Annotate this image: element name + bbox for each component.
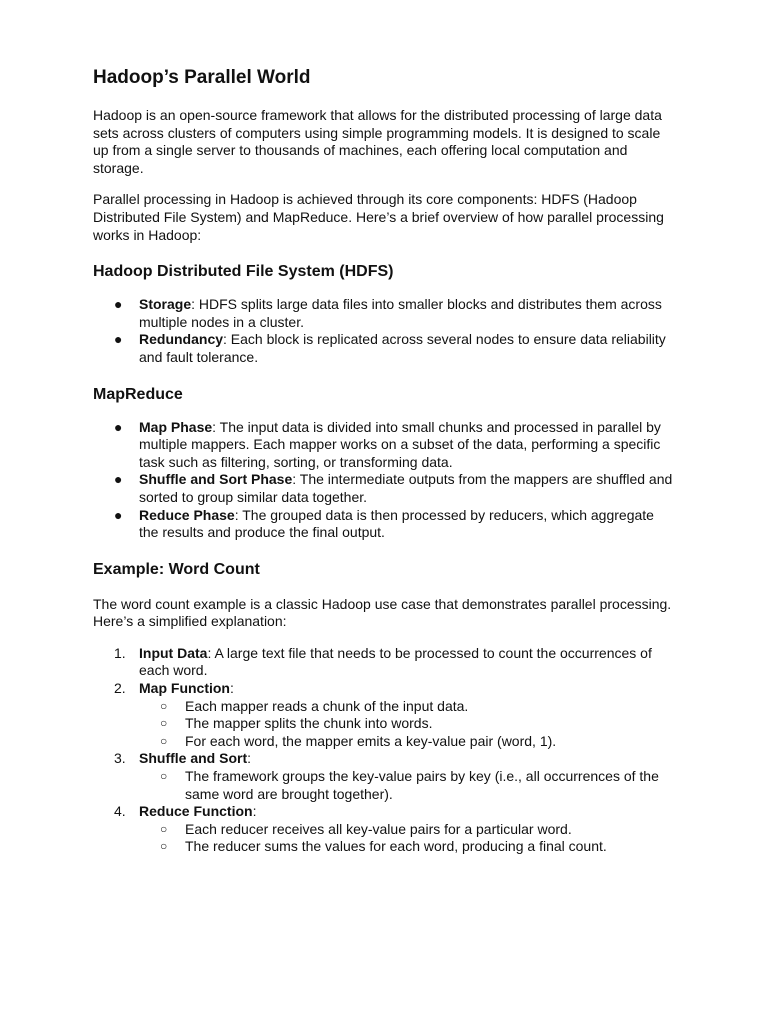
list-item <box>93 296 676 331</box>
list-item <box>93 471 676 506</box>
step-item <box>93 680 676 750</box>
step-text: : A large text file that needs to be processed to count the occurrences of each word. <box>139 644 652 679</box>
sub-list-text: The framework groups the key-value pairs by key (i.e., all occurrences of the same word are brought together). <box>185 768 659 802</box>
list-item-term: Reduce Phase <box>139 506 235 523</box>
hdfs-list <box>93 296 676 366</box>
sub-list <box>139 768 676 803</box>
sub-list-item <box>139 733 676 751</box>
step-item <box>93 750 676 803</box>
step-number: 1. <box>114 644 126 661</box>
step-number: 4. <box>114 803 126 820</box>
sub-list-item <box>139 768 676 803</box>
step-text: : <box>230 680 234 697</box>
example-heading: Example: Word Count <box>93 560 260 578</box>
step-text: : <box>247 750 252 767</box>
list-item-term: Storage <box>139 296 192 313</box>
sub-list-item <box>139 698 676 716</box>
step-term: Reduce Function <box>139 803 253 820</box>
list-item-term: Shuffle and Sort Phase <box>139 471 293 488</box>
list-item-text: : The intermediate outputs from the mappers are shuffled and sorted to group similar data together. <box>139 471 673 505</box>
list-item-term: Redundancy <box>139 331 224 348</box>
list-item <box>93 331 676 366</box>
bullet-icon: ● <box>114 471 123 488</box>
circle-bullet-icon: ○ <box>160 769 168 784</box>
intro-paragraph-2: Parallel processing in Hadoop is achieved through its core components: HDFS (Hadoop Distributed File System) and MapReduce. Here’s a brief overview of how parallel processing works in Hadoop: <box>93 191 664 243</box>
list-item-text: : Each block is replicated across several nodes to ensure data reliability and fault tolerance. <box>139 331 666 365</box>
circle-bullet-icon: ○ <box>160 716 168 731</box>
step-number: 2. <box>114 680 126 697</box>
sub-list-item <box>139 821 676 839</box>
sub-list-text: The mapper splits the chunk into words. <box>185 715 433 732</box>
sub-list-item <box>139 838 676 856</box>
bullet-icon: ● <box>114 418 123 435</box>
list-item-term: Map Phase <box>139 418 213 435</box>
list-item-text: : The input data is divided into small chunks and processed in parallel by multiple mappers. Each mapper works on a subset of the data, performing a specific task such as filtering, sorting, or transforming data. <box>139 418 661 470</box>
list-item-text: : HDFS splits large data files into smaller blocks and distributes them across multiple nodes in a cluster. <box>139 296 662 330</box>
circle-bullet-icon: ○ <box>160 698 168 713</box>
intro-paragraph-1: Hadoop is an open-source framework that allows for the distributed processing of large data sets across clusters of computers using simple programming models. It is designed to scale up from a single server to thousands of machines, each offering local computation and storage. <box>93 107 662 176</box>
example-steps <box>93 645 676 856</box>
page-title: Hadoop’s Parallel World <box>93 67 311 88</box>
sub-list <box>139 821 676 856</box>
step-term: Input Data <box>139 644 208 661</box>
mapreduce-list <box>93 419 676 542</box>
sub-list <box>139 698 676 751</box>
sub-list-item <box>139 715 676 733</box>
hdfs-heading: Hadoop Distributed File System (HDFS) <box>93 263 394 281</box>
step-text: : <box>252 803 257 820</box>
list-item <box>93 419 676 472</box>
step-item <box>93 645 676 680</box>
step-term: Map Function <box>139 680 230 697</box>
bullet-icon: ● <box>114 296 123 313</box>
sub-list-text: The reducer sums the values for each word, producing a final count. <box>185 838 607 855</box>
step-number: 3. <box>114 750 126 767</box>
example-intro: The word count example is a classic Hadoop use case that demonstrates parallel processing. Here’s a simplified explanation: <box>93 595 672 630</box>
sub-list-text: Each reducer receives all key-value pairs for a particular word. <box>185 820 572 837</box>
circle-bullet-icon: ○ <box>160 821 168 836</box>
bullet-icon: ● <box>114 506 123 523</box>
circle-bullet-icon: ○ <box>160 733 168 748</box>
step-term: Shuffle and Sort <box>139 750 248 767</box>
sub-list-text: For each word, the mapper emits a key-value pair (word, 1). <box>185 732 557 749</box>
bullet-icon: ● <box>114 331 123 348</box>
mapreduce-heading: MapReduce <box>93 385 183 403</box>
circle-bullet-icon: ○ <box>160 839 168 854</box>
step-item <box>93 803 676 856</box>
list-item <box>93 507 676 542</box>
sub-list-text: Each mapper reads a chunk of the input data. <box>185 697 469 714</box>
list-item-text: : The grouped data is then processed by reducers, which aggregate the results and produce the final output. <box>139 506 654 541</box>
